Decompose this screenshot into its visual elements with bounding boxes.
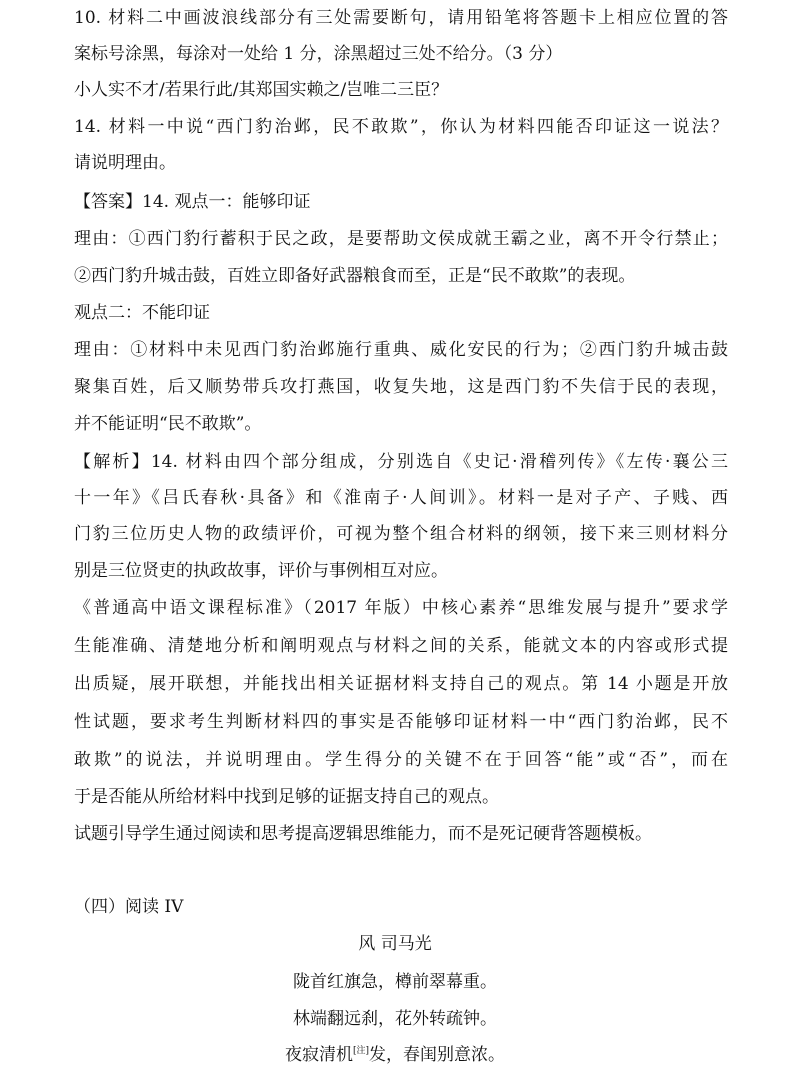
analysis-p3-line-1: 试题引导学生通过阅读和思考提高逻辑思维能力，而不是死记硬背答题模板。	[74, 824, 652, 844]
q14-text-line-2: 请说明理由。	[74, 153, 176, 173]
poem-note-marker: [注]	[352, 1046, 370, 1056]
analysis-p2-line-5: 敢欺”的说法，并说明理由。学生得分的关键不在于回答“能”或“否”，而在	[74, 750, 728, 770]
answer-reason2-line-1: 理由：①材料中未见西门豹治邺施行重典、威化安民的行为；②西门豹升城击鼓	[74, 340, 728, 360]
analysis-p1-line-3: 门豹三位历史人物的政绩评价，可视为整个组合材料的纲领，接下来三则材料分	[74, 524, 728, 544]
answer-reason1-line-2: ②西门豹升城击鼓，百姓立即备好武器粮食而至，正是“民不敢欺”的表现。	[74, 266, 636, 286]
poem-line-3	[0, 1044, 790, 1066]
q14-text-line-1: 14. 材料一中说“西门豹治邺，民不敢欺”，你认为材料四能否印证这一说法？	[74, 117, 728, 137]
analysis-p1-line-4: 别是三位贤吏的执政故事，评价与事例相互对应。	[74, 561, 448, 581]
answer-reason2-line-3: 并不能证明“民不敢欺”。	[74, 414, 262, 434]
poem-line-2: 林端翻远刹，花外转疏钟。	[293, 1009, 497, 1029]
answer-reason1-line-1: 理由：①西门豹行蓄积于民之政，是要帮助文侯成就王霸之业，离不开令行禁止；	[74, 229, 728, 249]
analysis-p2-line-4: 性试题，要求考生判断材料四的事实是否能够印证材料一中“西门豹治邺，民不	[74, 712, 728, 732]
analysis-p2-line-1: 《普通高中语文课程标准》（2017 年版）中核心素养“思维发展与提升”要求学	[74, 598, 728, 618]
analysis-p1-line-1: 【解析】14. 材料由四个部分组成，分别选自《史记·滑稽列传》《左传·襄公三	[74, 452, 728, 472]
analysis-p2-line-6: 于是否能从所给材料中找到足够的证据支持自己的观点。	[74, 787, 499, 807]
poem-line-1: 陇首红旗急，樽前翠幕重。	[293, 972, 497, 992]
poem-line-3-start: 夜寂清机	[284, 1045, 353, 1065]
poem-title: 风 司马光	[358, 934, 432, 954]
answer-view2: 观点二：不能印证	[74, 303, 210, 323]
poem-line-3-end: 发，春闺别意浓。	[369, 1045, 506, 1065]
analysis-p1-line-2: 十一年》《吕氏春秋·具备》和《淮南子·人间训》。材料一是对子产、子贱、西	[74, 488, 728, 508]
answer-reason2-line-2: 聚集百姓，后又顺势带兵攻打燕国，收复失地，这是西门豹不失信于民的表现，	[74, 377, 728, 397]
analysis-p2-line-3: 出质疑，展开联想，并能找出相关证据材料支持自己的观点。第 14 小题是开放	[74, 674, 728, 694]
q10-text-line-1: 10. 材料二中画波浪线部分有三处需要断句，请用铅笔将答题卡上相应位置的答	[74, 8, 728, 28]
answer-header: 【答案】14. 观点一：能够印证	[74, 192, 311, 212]
q10-answer: 小人实不才/若果行此/其郑国实赖之/岂唯二三臣？	[74, 80, 449, 100]
q10-text-line-2: 案标号涂黑，每涂对一处给 1 分，涂黑超过三处不给分。（3 分）	[74, 44, 563, 64]
section4-heading: （四）阅读 IV	[74, 897, 184, 917]
analysis-p2-line-2: 生能准确、清楚地分析和阐明观点与材料之间的关系，能就文本的内容或形式提	[74, 636, 728, 656]
